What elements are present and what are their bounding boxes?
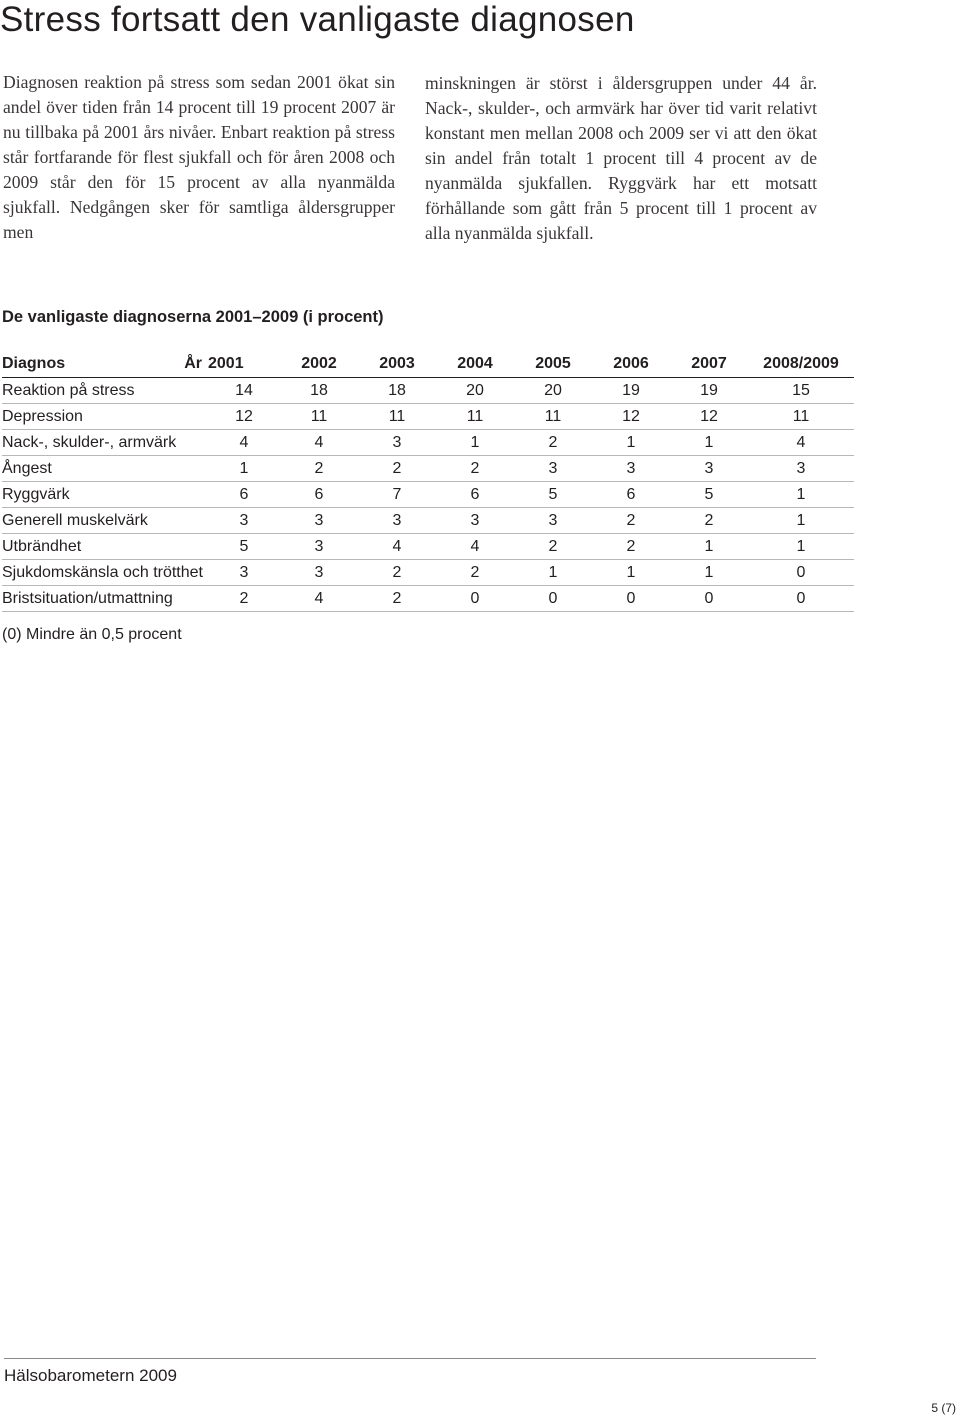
value-cell: 2	[514, 430, 592, 456]
value-cell: 4	[208, 430, 280, 456]
value-cell: 3	[358, 430, 436, 456]
value-cell: 12	[670, 404, 748, 430]
table-row	[2, 534, 854, 560]
value-cell: 0	[748, 560, 854, 586]
value-cell: 0	[748, 586, 854, 612]
value-cell: 6	[208, 482, 280, 508]
body-paragraph-left: Diagnosen reaktion på stress som sedan 2001 ökat sin andel över tiden från 14 procent till 19 procent 2007 är nu tillbaka på 2001 års nivåer. Enbart reaktion på stress står fortfarande för flest sjukfall och för åren 2008 och 2009 står den för 15 procent av alla nyanmälda sjukfall. Nedgången sker för samtliga åldersgrupper men	[3, 72, 395, 242]
table-row	[2, 508, 854, 534]
value-cell: 1	[670, 534, 748, 560]
value-cell: 6	[592, 482, 670, 508]
value-cell: 12	[592, 404, 670, 430]
value-cell: 1	[670, 430, 748, 456]
table-footnote: (0) Mindre än 0,5 procent	[2, 626, 182, 643]
value-cell: 11	[436, 404, 514, 430]
table-row	[2, 456, 854, 482]
value-cell: 4	[358, 534, 436, 560]
value-cell: 1	[748, 482, 854, 508]
value-cell: 0	[592, 586, 670, 612]
table-title: De vanligaste diagnoserna 2001–2009 (i procent)	[2, 308, 384, 326]
diagnosis-name-cell: Nack-, skulder-, armvärk	[2, 430, 208, 456]
diagnosis-name-cell: Reaktion på stress	[2, 378, 208, 404]
column-header-year: 2002	[280, 351, 358, 378]
value-cell: 0	[514, 586, 592, 612]
value-cell: 3	[514, 456, 592, 482]
value-cell: 2	[358, 456, 436, 482]
value-cell: 2	[592, 534, 670, 560]
column-header-year: 2006	[592, 351, 670, 378]
value-cell: 5	[514, 482, 592, 508]
footer-publication-title: Hälsobarometern 2009	[4, 1366, 177, 1385]
table-row	[2, 430, 854, 456]
value-cell: 12	[208, 404, 280, 430]
value-cell: 4	[748, 430, 854, 456]
value-cell: 3	[748, 456, 854, 482]
value-cell: 2	[436, 560, 514, 586]
diagnosis-name-cell: Bristsituation/utmattning	[2, 586, 208, 612]
body-text-left-column	[3, 70, 395, 245]
value-cell: 2	[514, 534, 592, 560]
value-cell: 1	[748, 508, 854, 534]
column-header-ar: År	[152, 351, 208, 378]
diagnosis-name-cell: Ryggvärk	[2, 482, 208, 508]
value-cell: 3	[592, 456, 670, 482]
value-cell: 0	[436, 586, 514, 612]
table-row	[2, 404, 854, 430]
value-cell: 19	[670, 378, 748, 404]
value-cell: 3	[208, 508, 280, 534]
value-cell: 2	[358, 560, 436, 586]
value-cell: 4	[436, 534, 514, 560]
column-header-year: 2007	[670, 351, 748, 378]
column-header-year: 2004	[436, 351, 514, 378]
value-cell: 15	[748, 378, 854, 404]
value-cell: 1	[208, 456, 280, 482]
diagnosis-name-cell: Generell muskelvärk	[2, 508, 208, 534]
value-cell: 3	[280, 560, 358, 586]
value-cell: 5	[670, 482, 748, 508]
value-cell: 1	[670, 560, 748, 586]
column-header-year: 2008/2009	[748, 351, 854, 378]
column-header-year: 2003	[358, 351, 436, 378]
value-cell: 1	[514, 560, 592, 586]
value-cell: 11	[514, 404, 592, 430]
value-cell: 7	[358, 482, 436, 508]
value-cell: 11	[358, 404, 436, 430]
value-cell: 14	[208, 378, 280, 404]
value-cell: 1	[592, 430, 670, 456]
value-cell: 3	[670, 456, 748, 482]
value-cell: 2	[280, 456, 358, 482]
value-cell: 1	[748, 534, 854, 560]
value-cell: 18	[280, 378, 358, 404]
column-header-year: 2001	[208, 351, 280, 378]
column-header-diagnos: Diagnos	[2, 351, 152, 378]
value-cell: 2	[670, 508, 748, 534]
table-row	[2, 482, 854, 508]
diagnosis-name-cell: Depression	[2, 404, 208, 430]
value-cell: 6	[280, 482, 358, 508]
page-number: 5 (7)	[931, 1401, 956, 1415]
value-cell: 11	[280, 404, 358, 430]
value-cell: 4	[280, 430, 358, 456]
value-cell: 0	[670, 586, 748, 612]
table-body	[2, 378, 854, 612]
value-cell: 6	[436, 482, 514, 508]
value-cell: 20	[436, 378, 514, 404]
value-cell: 3	[436, 508, 514, 534]
column-header-year: 2005	[514, 351, 592, 378]
footer-divider	[4, 1358, 816, 1359]
value-cell: 11	[748, 404, 854, 430]
value-cell: 1	[436, 430, 514, 456]
table-header-row	[2, 351, 854, 378]
diagnosis-name-cell: Ångest	[2, 456, 208, 482]
value-cell: 2	[208, 586, 280, 612]
value-cell: 4	[280, 586, 358, 612]
value-cell: 3	[358, 508, 436, 534]
page-title: Stress fortsatt den vanligaste diagnosen	[0, 0, 635, 39]
value-cell: 18	[358, 378, 436, 404]
body-paragraph-right: minskningen är störst i åldersgruppen under 44 år. Nack-, skulder-, och armvärk har över tid varit relativt konstant men mellan 2008 och 2009 ser vi att den ökat sin andel från totalt 1 procent till 4 procent av de nyanmälda sjukfallen. Ryggvärk har ett motsatt förhållande som gått från 5 procent till 1 procent av alla nyanmälda sjukfall.	[425, 73, 817, 243]
value-cell: 19	[592, 378, 670, 404]
value-cell: 3	[280, 508, 358, 534]
body-text-right-column	[425, 71, 817, 246]
table-row	[2, 560, 854, 586]
value-cell: 20	[514, 378, 592, 404]
value-cell: 3	[208, 560, 280, 586]
value-cell: 3	[280, 534, 358, 560]
value-cell: 2	[592, 508, 670, 534]
table-row	[2, 586, 854, 612]
diagnoses-table	[2, 351, 854, 612]
value-cell: 2	[358, 586, 436, 612]
value-cell: 1	[592, 560, 670, 586]
table-row	[2, 378, 854, 404]
diagnosis-name-cell: Sjukdomskänsla och trötthet	[2, 560, 208, 586]
diagnosis-name-cell: Utbrändhet	[2, 534, 208, 560]
value-cell: 3	[514, 508, 592, 534]
value-cell: 2	[436, 456, 514, 482]
value-cell: 5	[208, 534, 280, 560]
